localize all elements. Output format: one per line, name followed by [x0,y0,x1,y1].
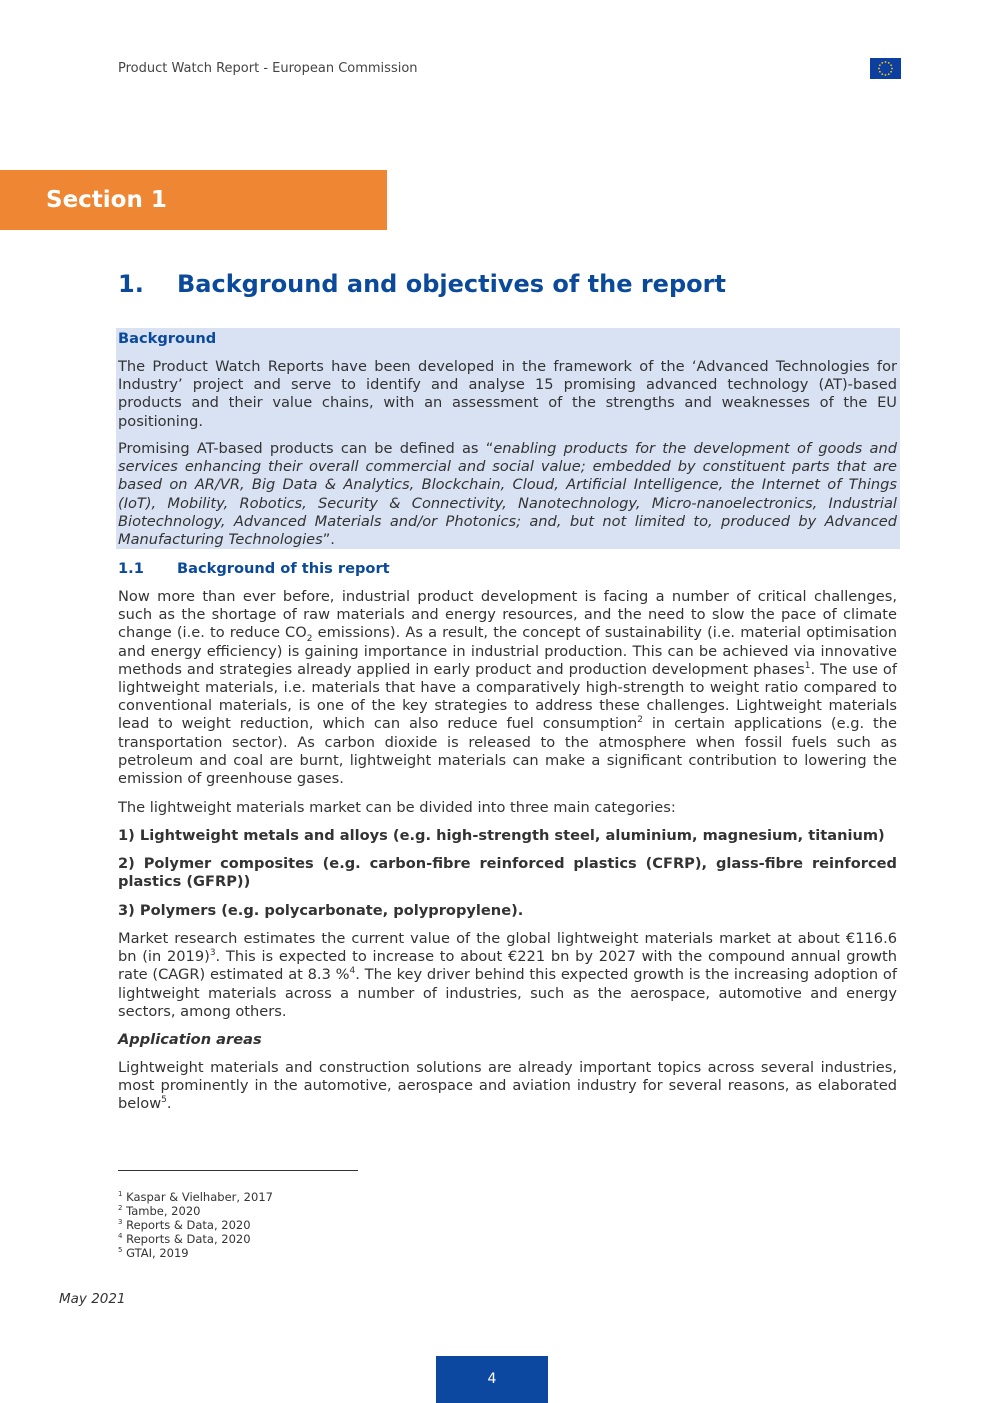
footnotes [118,1190,273,1260]
chapter-title: Background and objectives of the report [177,270,726,298]
header-title: Product Watch Report - European Commission [118,61,418,76]
p4-text-b: . [166,1095,172,1113]
category-3: 3) Polymers (e.g. polycarbonate, polypropylene). [118,902,524,919]
body-paragraph-4 [118,1059,897,1114]
footnote-item: $^5$ GTAI, 2019 [118,1246,189,1260]
chapter-heading [118,270,726,298]
p4-text-a: Lightweight materials and construction solutions are already important topics across several industries, most prominently in the automotive, aerospace and aviation industry for several reasons, as elaborated below [118,1059,897,1113]
category-1: 1) Lightweight metals and alloys (e.g. high-strength steel, aluminium, magnesium, titanium) [118,827,885,844]
chapter-number: 1. [118,270,144,298]
footnote-ref[interactable]: 4 [349,966,356,977]
p1-text-d: in certain applications (e.g. the transportation sector). As carbon dioxide is released to the atmosphere when fossil fuels such as petroleum and coal are burnt, lightweight materials can make a significant contribution to lowering the emission of greenhouse gases. [118,715,897,788]
p3-text-a: Market research estimates the current value of the global lightweight materials market at about €116.6 bn (in 2019) [118,930,897,966]
eu-flag-icon [870,58,901,79]
subsection-number: 1.1 [118,560,144,577]
body-paragraph-2: The lightweight materials market can be divided into three main categories: [118,799,676,816]
p3-text-b: . This is expected to increase to about €221 bn by 2027 with the compound annual growth rate (CAGR) estimated at 8.3 % [118,948,898,984]
section-label: Section 1 [46,187,167,213]
p3-text-c: . The key driver behind this expected growth is the increasing adoption of lightweight materials across a number of industries, such as the aerospace, automotive and energy sectors, among others. [118,966,897,1020]
application-areas-heading: Application areas [118,1031,262,1048]
p1-text-b: emissions). As a result, the concept of sustainability (i.e. material optimisation and energy efficiency) is gaining importance in industrial production. This can be achieved via innovative methods and strategies already applied in early product and production development phases [118,624,897,678]
subsection-title: Background of this report [177,560,390,577]
footnote-item: $^3$ Reports & Data, 2020 [118,1218,251,1232]
category-2: 2) Polymer composites (e.g. carbon-fibre reinforced plastics (CFRP), glass-fibre reinforced plastics (GFRP)) [118,855,897,891]
footnote-ref[interactable]: 5 [161,1095,167,1106]
background-paragraph-1: The Product Watch Reports have been developed in the framework of the ‘Advanced Technologies for Industry’ project and serve to identify and analyse 15 promising advanced technology (AT)-based products and their value chains, with an assessment of the strengths and weaknesses of the EU positioning. [118,358,897,430]
footnote-item: $^1$ Kaspar & Vielhaber, 2017 [118,1190,273,1204]
footnote-divider [118,1170,358,1171]
footnote-ref[interactable]: 3 [209,948,216,959]
body-paragraph-3 [118,930,897,1021]
subsection-heading [118,560,390,577]
footnote-ref[interactable]: 1 [804,660,811,671]
para2-end: ”. [322,531,335,549]
footnote-item: $^2$ Tambe, 2020 [118,1204,201,1218]
footnote-item: $^4$ Reports & Data, 2020 [118,1232,251,1246]
co2-subscript: 2 [306,634,313,645]
background-title: Background [118,330,217,347]
footnote-ref[interactable]: 2 [637,715,643,726]
para2-definition: enabling products for the development of goods and services enhancing their overall commercial and social value; embedded by constituent parts that are based on AR/VR, Big Data & Analytics, Blockchain, Cloud, Artificial Intelligence, the Internet of Things (IoT), Mobility, Robotics, Security & Connectivity, Nanotechnology, Micro-nanoelectronics, Industrial Biotechnology, Advanced Materials and/or Photonics; and, but not limited to, produced by Advanced Manufacturing Technologies [118,440,897,549]
body-paragraph-1 [118,588,897,788]
page-number-box [436,1356,548,1403]
p1-text-a: Now more than ever before, industrial product development is facing a number of critical challenges, such as the shortage of raw materials and energy resources, and the need to slow the pace of climate change (i.e. to reduce CO [118,588,897,642]
para2-intro: Promising AT-based products can be defined as “ [118,440,494,457]
page-number: 4 [487,1371,497,1387]
p1-text-c: . The use of lightweight materials, i.e. materials that have a comparatively high-strength to weight ratio compared to conventional materials, is one of the key strategies to address these challenges. Lightweight materials lead to weight reduction, which can also reduce fuel consumption [118,660,897,733]
background-paragraph-2 [118,440,897,549]
section-band [0,170,387,230]
footer-date: May 2021 [59,1291,126,1307]
